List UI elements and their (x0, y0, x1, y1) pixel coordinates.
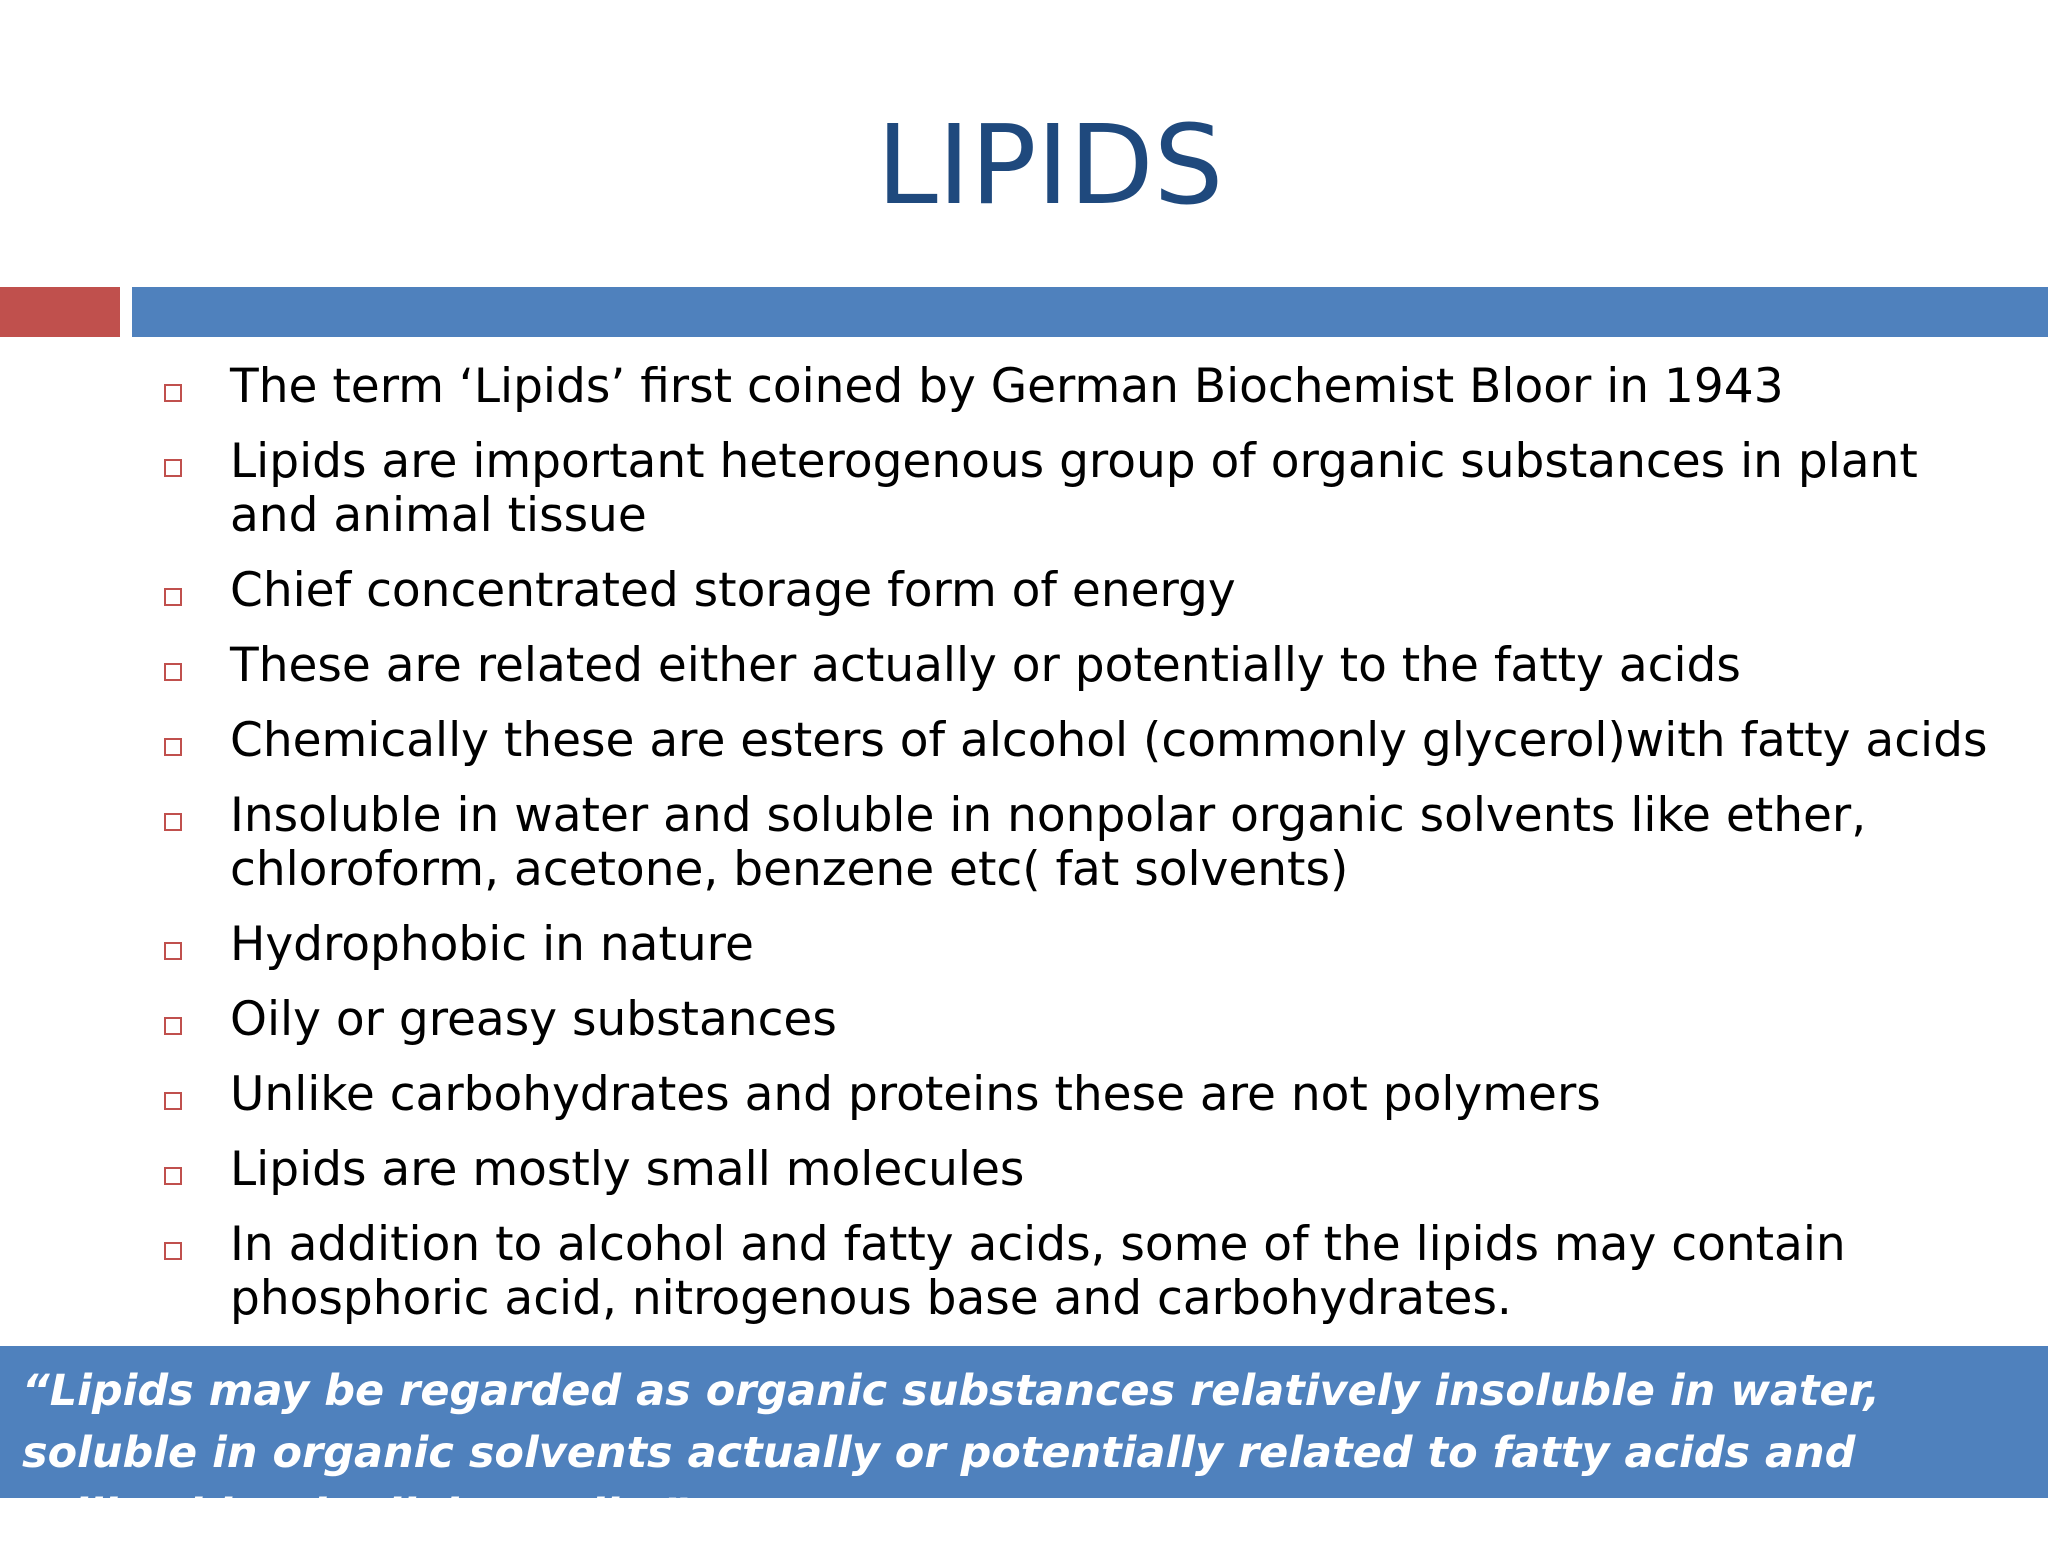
slide-title: LIPIDS (876, 101, 1224, 229)
bullet-text: The term ‘Lipids’ first coined by German Biochemist Bloor in 1943 (230, 359, 1784, 414)
bullet-text: Chief concentrated storage form of energy (230, 563, 1236, 618)
hollow-square-bullet-icon (164, 588, 182, 606)
bullet-list (150, 360, 2010, 1347)
bullet-item (150, 1143, 2010, 1197)
bullet-text: Insoluble in water and soluble in nonpolar organic solvents like ether, chloroform, acetone, benzene etc( fat solvents) (230, 788, 1867, 897)
bullet-item (150, 639, 2010, 693)
bullet-text: Lipids are mostly small molecules (230, 1142, 1025, 1197)
hollow-square-bullet-icon (164, 459, 182, 477)
hollow-square-bullet-icon (164, 1092, 182, 1110)
bullet-item (150, 993, 2010, 1047)
bullet-text: Chemically these are esters of alcohol (commonly glycerol)with fatty acids (230, 713, 1988, 768)
bullet-text: In addition to alcohol and fatty acids, some of the lipids may contain phosphoric acid, nitrogenous base and carbohydrates. (230, 1217, 1846, 1326)
accent-bar-red (0, 287, 120, 337)
hollow-square-bullet-icon (164, 1017, 182, 1035)
definition-quote: “Lipids may be regarded as organic substances relatively insoluble in water, soluble in organic solvents actually or potentially related to fatty acids and utilized by the living cells.” (22, 1366, 1880, 1540)
bullet-item (150, 1218, 2010, 1326)
bullet-text: Lipids are important heterogenous group of organic substances in plant and animal tissue (230, 434, 1918, 543)
bullet-item (150, 918, 2010, 972)
hollow-square-bullet-icon (164, 384, 182, 402)
hollow-square-bullet-icon (164, 738, 182, 756)
bullet-item (150, 435, 2010, 543)
definition-quote-box (0, 1346, 2048, 1540)
hollow-square-bullet-icon (164, 1167, 182, 1185)
bullet-item (150, 564, 2010, 618)
bullet-item (150, 714, 2010, 768)
bullet-item (150, 789, 2010, 897)
hollow-square-bullet-icon (164, 1242, 182, 1260)
bullet-text: Unlike carbohydrates and proteins these are not polymers (230, 1067, 1601, 1122)
hollow-square-bullet-icon (164, 663, 182, 681)
bullet-item (150, 1068, 2010, 1122)
accent-bar-blue (132, 287, 2048, 337)
hollow-square-bullet-icon (164, 813, 182, 831)
bullet-text: Hydrophobic in nature (230, 917, 754, 972)
bullet-text: These are related either actually or potentially to the fatty acids (230, 638, 1741, 693)
hollow-square-bullet-icon (164, 942, 182, 960)
bullet-item (150, 360, 2010, 414)
bullet-text: Oily or greasy substances (230, 992, 837, 1047)
